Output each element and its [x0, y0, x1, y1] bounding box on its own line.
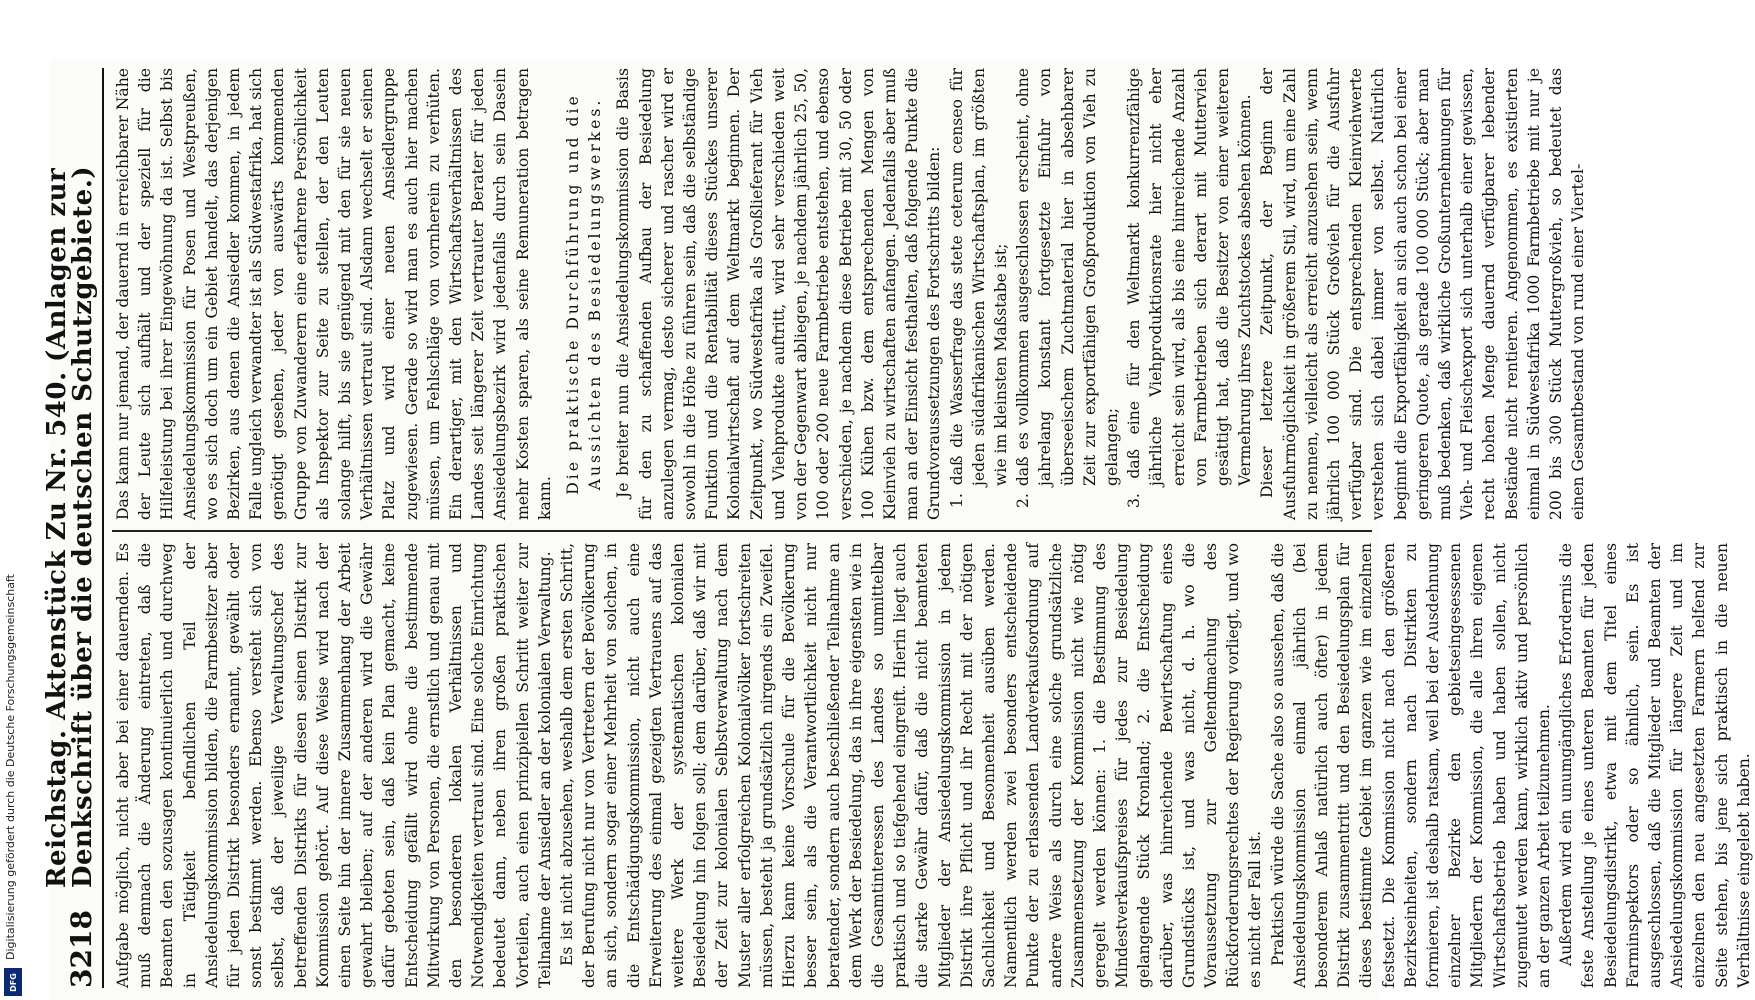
- page-number: 3218: [65, 910, 98, 988]
- paragraph: Aufgabe möglich, nicht aber bei einer dauernden. Es muß demnach die Änderung eintreten, daß die Beamten den sozusagen kontinuierlich und durchweg in Tätigkeit befindlichen Teil der Ansiedelungskommission bilden, die Farmbesitzer aber für jeden Distrikt besonders ernannt, gewählt oder sonst bestimmt werden. Ebenso versteht sich von selbst, daß der jeweilige Verwaltungschef des betreffenden Distrikts für diesen seinen Distrikt zur Kommission gehört. Auf diese Weise wird nach der einen Seite hin der innere Zusammenhang der Arbeit gewahrt bleiben; auf der anderen wird die Gewähr dafür geboten sein, daß kein Plan gemacht, keine Entscheidung gefällt wird ohne die bestimmende Mitwirkung von Personen, die ernstlich und genau mit den besonderen lokalen Verhältnissen und Notwendigkeiten vertraut sind. Eine solche Einrichtung bedeutet dann, neben ihren großen praktischen Vorteilen, auch einen prinzipiellen Schritt weiter zur Teilnahme der Ansiedler an der kolonialen Verwaltung.: [114, 543, 554, 988]
- dfg-logo-text: DFG: [8, 972, 18, 992]
- dfg-logo: [4, 968, 22, 996]
- document-page: [42, 60, 1753, 1000]
- paragraph: Es ist nicht abzusehen, weshalb dem ersten Schritt, der Berufung nicht nur von Vertretern der Bevölkerung an sich, sondern sogar einer Mehrheit von solchen, in die Entschädigungskommission, nicht auch eine Erweiterung des einmal gezeigten Vertrauens auf das weitere Werk der systematischen kolonialen Besiedelung hin folgen soll; dem darüber, daß wir mit der Zeit zur kolonialen Selbstverwaltung nach dem Muster aller erfolgreichen Kolonialvölker fortschreiten müssen, besteht ja grundsätzlich nirgends ein Zweifel. Hierzu kann keine Vorschule für die Bevölkerung besser sein, als die Verantwortlichkeit nicht nur beratender, sondern auch beschließender Teilnahme an dem Werk der Besiedelung, das in ihre eigensten wie in die Gesamtinteressen des Landes so unmittelbar praktisch und so tiefgehend eingreift. Hierin liegt auch die starke Gewähr dafür, daß die nicht beamteten Mitglieder der Ansiedelungskommission in jedem Distrikt ihre Pflicht und ihr Recht mit der nötigen Sachlichkeit und Besonnenheit ausüben werden. Namentlich werden zwei besonders entscheidende Punkte der zu erlassenden Landverkaufsordnung auf andere Weise als durch eine solche grundsätzliche Zusammensetzung der Kommission nicht wie nötig geregelt werden können: 1. die Bestimmung des Mindestverkaufspreises für jedes zur Besiedelung gelangende Stück Kronland; 2. die Entscheidung darüber, was hinreichende Bewirtschaftung eines Grundstücks ist, und was nicht, d. h. wo die Voraussetzung zur Geltendmachung des Rückforderungsrechtes der Regierung vorliegt, und wo es nicht der Fall ist.: [558, 543, 1265, 988]
- text-columns: [112, 68, 1753, 988]
- digitization-watermark: Digitalisierung gefördert durch die Deutsche Forschungsgemeinschaft: [4, 574, 17, 960]
- paragraph: Je breiter nun die Ansiedelungskommission die Basis für den zu schaffenden Aufbau der Besiedelung anzulegen vermag, desto sicherer und rascher wird er sowohl in die Höhe zu führen sein, daß die selbständige Funktion und die Rentabilität dieses Stückes unserer Kolonialwirtschaft auf dem Weltmarkt beginnen. Der Zeitpunkt, wo Südwestafrika als Großlieferant für Vieh und Viehprodukte auftritt, wird sehr verschieden weit von der Gegenwart abliegen, je nachdem jährlich 25, 50, 100 oder 200 neue Farmbetriebe entstehen, und ebenso verschieden, je nachdem diese Betriebe mit 30, 50 oder 100 Kühen bzw. dem entsprechenden Mengen von Kleinvieh zu wirtschaften anfangen. Jedenfalls aber muß man an der Einsicht festhalten, daß folgende Punkte die Grundvoraussetzungen des Fortschritts bilden:: [614, 68, 944, 520]
- list-item: 2. daß es vollkommen ausgeschlossen erscheint, ohne jahrelang konstant fortgesetzte Einfuhr von überseeischem Zuchtmaterial hier in absehbarer Zeit zur exportfähigen Großproduktion von Vieh zu gelangen;: [1014, 68, 1121, 508]
- paragraph: Das kann nur jemand, der dauernd in erreichbarer Nähe der Leute sich aufhält und der speziell für die Hilfeleistung bei ihrer Eingewöhnung da ist. Selbst bis Ansiedelungskommission für Posen und Westpreußen, wo es sich doch um ein Gebiet handelt, das derjenigen Bezirken, aus denen die Ansiedler kommen, in jedem Falle ungleich verwandter ist als Südwestafrika, hat sich genötigt gesehen, jeder von auswärts kommenden Gruppe von Zuwanderern eine erfahrene Persönlichkeit als Inspektor zur Seite zu stellen, der den Leuten solange hilft, bis sie genügend mit den für sie neuen Verhältnissen vertraut sind. Alsdann wechselt er seinen Platz und wird einer neuen Ansiedlergruppe zugewiesen. Gerade so wird man es auch hier machen müssen, um Fehlschläge von vornherein zu verhüten. Ein derartiger, mit den Wirtschaftsverhältnissen des Landes seit längerer Zeit vertrauter Berater für jeden Ansiedelungsbezirk wird jedenfalls durch sein Dasein mehr Kosten sparen, als seine Remuneration betragen kann.: [114, 68, 554, 520]
- list-item: 3. daß eine für den Weltmarkt konkurrenzfähige jährliche Viehproduktionsrate hier nicht eher erreicht sein wird, als bis eine hinreichende Anzahl von Farmbetrieben sich derart mit Muttervieh gesättigt hat, daß die Besitzer von einer weiteren Vermehrung ihres Zuchtstockes absehen können.: [1125, 68, 1255, 508]
- paragraph: Praktisch würde die Sache also so aussehen, daß die Ansiedelungskommission einmal jährlich (bei besonderem Anlaß natürlich auch öfter) in jedem Distrikt zusammentritt und den Besiedelungsplan für dieses bestimmte Gebiet im ganzen wie im einzelnen festsetzt. Die Kommission nicht nach den größeren Bezirkseinheiten, sondern nach Distrikten zu formieren, ist deshalb ratsam, weil bei der Ausdehnung einzelner Bezirke den gebietseingesessenen Mitgliedern der Kommission, die alle ihren eigenen Wirtschaftsbetrieb haben und haben sollen, nicht zugemutet werden kann, wirklich aktiv und persönlich an der ganzen Arbeit teilzunehmen.: [1268, 543, 1553, 988]
- column-divider: [112, 531, 1372, 533]
- left-column: [112, 543, 1753, 988]
- list-item: 1. daß die Wasserfrage das stete ceterum censeo für jeden südafrikanischen Wirtschaftsplan, im größten wie im kleinsten Maßstabe ist;: [947, 68, 1010, 508]
- page-title: Reichstag. Aktenstück Zu Nr. 540. (Anlagen zur Denkschrift über die deutschen Schutzgebiete.): [42, 165, 98, 889]
- section-heading: Die praktische Durchführung und die Aussichten des Besiedelungswerkes.: [564, 93, 605, 495]
- page-header: [42, 68, 104, 988]
- paragraph: Außerdem wird ein unumgängliches Erfordernis die feste Anstellung je eines unteren Beamten für jeden Besiedelungsdistrikt, etwa mit dem Titel eines Farminspektors oder so ähnlich, sein. Es ist ausgeschlossen, daß die Mitglieder und Beamten der Ansiedelungskommission für längere Zeit und im einzelnen den neu angesetzten Farmern helfend zur Seite stehen, bis jene sich praktisch in die neuen Verhältnisse eingelebt haben.: [1557, 543, 1753, 988]
- paragraph: Dieser letztere Zeitpunkt, der Beginn der Ausfuhrmöglichkeit in größerem Stil, wird, um eine Zahl zu nennen, vielleicht als erreicht anzusehen sein, wenn jährlich 100 000 Stück Großvieh für die Ausfuhr verfügbar sind. Die entsprechenden Kleinviehwerte verstehen sich dabei immer von selbst. Natürlich beginnt die Exportfähigkeit an sich auch schon bei einer geringeren Quote, als gerade 100 000 Stück; aber man muß bedenken, daß wirkliche Großunternehmungen für Vieh- und Fleischexport sich unterhalb einer gewissen, recht hohen Menge dauernd verfügbarer lebender Bestände nicht rentieren. Angenommen, es existierten einmal in Südwestafrika 1000 Farmbetriebe mit nur je 200 bis 300 Stück Muttergroßvieh, so bedeutet das einen Gesamtbestand von rund einer Viertel-: [1258, 68, 1588, 520]
- right-column: [112, 68, 1588, 520]
